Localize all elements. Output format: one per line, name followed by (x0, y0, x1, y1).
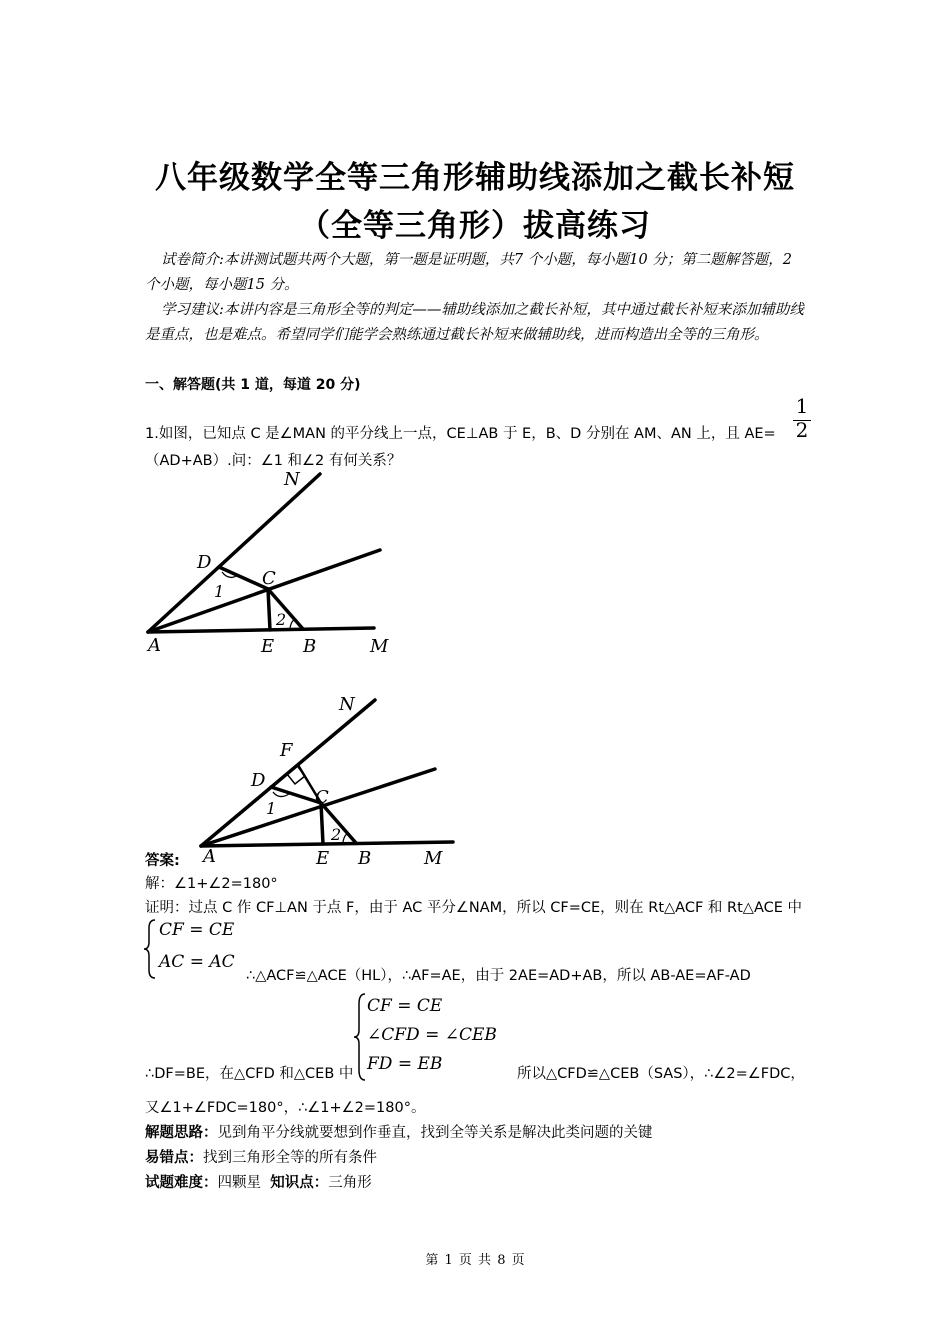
label-C: C (262, 568, 276, 589)
label-N: N (339, 694, 355, 715)
question-line-1: 1.如图，已知点 C 是∠MAN 的平分线上一点，CE⊥AB 于 E，B、D 分别在 AM、AN 上，且 AE= (145, 426, 776, 442)
label-B: B (303, 636, 317, 657)
segment-DC (219, 567, 268, 589)
answer-label: 答案: (145, 853, 180, 869)
proof-line-2: ∴△ACF≌△ACE（HL），∴AF=AE，由于 2AE=AD+AB，所以 AB-AE=AF-AD (246, 968, 751, 984)
segment-CE (268, 589, 270, 630)
knowledge-text: 三角形 (328, 1175, 372, 1191)
page-footer: 第 1 页 共 8 页 (425, 1253, 525, 1268)
solution-idea-text: 见到角平分线就要想到作垂直，找到全等关系是解决此类问题的关键 (217, 1125, 653, 1141)
label-angle-2: 2 (276, 610, 287, 629)
proof-line-3-right: 所以△CFD≌△CEB（SAS），∴∠2=∠FDC， (517, 1066, 805, 1082)
question-fraction (790, 394, 814, 442)
knowledge-label: 知识点： (270, 1175, 329, 1191)
section-heading: 一、解答题(共 1 道，每道 20 分) (145, 377, 361, 393)
label-angle-2: 2 (331, 825, 342, 844)
fraction-numerator: 1 (795, 394, 809, 418)
difficulty-knowledge (145, 1171, 372, 1195)
fraction-denominator: 2 (795, 418, 809, 442)
ray-AN (148, 474, 320, 632)
question-line-2: （AD+AB）.问：∠1 和∠2 有何关系？ (145, 453, 402, 469)
equation-system-2 (353, 992, 523, 1082)
ray-AM (148, 628, 374, 632)
label-E: E (261, 636, 275, 657)
label-D: D (197, 552, 212, 573)
system-1-equation-2: AC = AC (159, 952, 235, 972)
equation-system-1 (143, 918, 253, 980)
segment-CE (321, 803, 323, 844)
system-2-equation-1: CF = CE (367, 996, 443, 1016)
label-M: M (370, 636, 389, 657)
system-2-equation-3: FD = EB (367, 1054, 443, 1074)
system-2-equation-2: ∠CFD = ∠CEB (367, 1025, 497, 1045)
proof-line-1: 证明：过点 C 作 CF⊥AN 于点 F，由于 AC 平分∠NAM，所以 CF=CE，则在 Rt△ACF 和 Rt△ACE 中 (145, 900, 803, 916)
page-title-line-2: （全等三角形）拔高练习 (299, 208, 651, 244)
difficulty-label: 试题难度： (145, 1175, 218, 1191)
label-D: D (251, 770, 266, 791)
label-E: E (316, 848, 330, 869)
difficulty-text: 四颗星 (217, 1175, 261, 1191)
label-angle-1: 1 (266, 799, 277, 818)
intro-advice: 学习建议:本讲内容是三角形全等的判定——辅助线添加之截长补短，其中通过截长补短来添加辅助线是重点，也是难点。希望同学们能学会熟练通过截长补短来做辅助线，进而构造出全等的三角形。 (145, 302, 804, 343)
page-title-line-1: 八年级数学全等三角形辅助线添加之截长补短 (155, 160, 795, 196)
solution-idea (145, 1121, 653, 1145)
label-A: A (203, 846, 216, 867)
error-point (145, 1146, 377, 1170)
error-point-text: 找到三角形全等的所有条件 (203, 1150, 377, 1166)
intro-summary: 试卷简介:本讲测试题共两个大题，第一题是证明题，共7 个小题，每小题10 分；第二题解答题，2 个小题，每小题15 分。 (145, 252, 793, 293)
system-1-equation-1: CF = CE (159, 920, 235, 940)
error-point-label: 易错点： (145, 1150, 203, 1166)
proof-line-4: 又∠1+∠FDC=180°，∴∠1+∠2=180°。 (145, 1100, 426, 1116)
label-C: C (315, 787, 329, 808)
left-brace-1 (143, 918, 157, 980)
label-A: A (148, 635, 161, 656)
solution-idea-label: 解题思路： (145, 1125, 218, 1141)
label-N: N (284, 470, 300, 490)
ray-AC (148, 550, 380, 632)
answer-solution: 解：∠1+∠2=180° (145, 876, 278, 892)
label-angle-1: 1 (214, 582, 225, 601)
ray-AN (201, 700, 375, 846)
figure-1 (140, 470, 400, 660)
proof-line-3-left: ∴DF=BE，在△CFD 和△CEB 中 (145, 1066, 354, 1082)
label-F: F (280, 740, 293, 761)
ray-AM (201, 842, 453, 846)
label-M: M (424, 848, 443, 869)
label-B: B (358, 848, 372, 869)
figure-2 (195, 690, 460, 870)
left-brace-2 (353, 992, 367, 1082)
